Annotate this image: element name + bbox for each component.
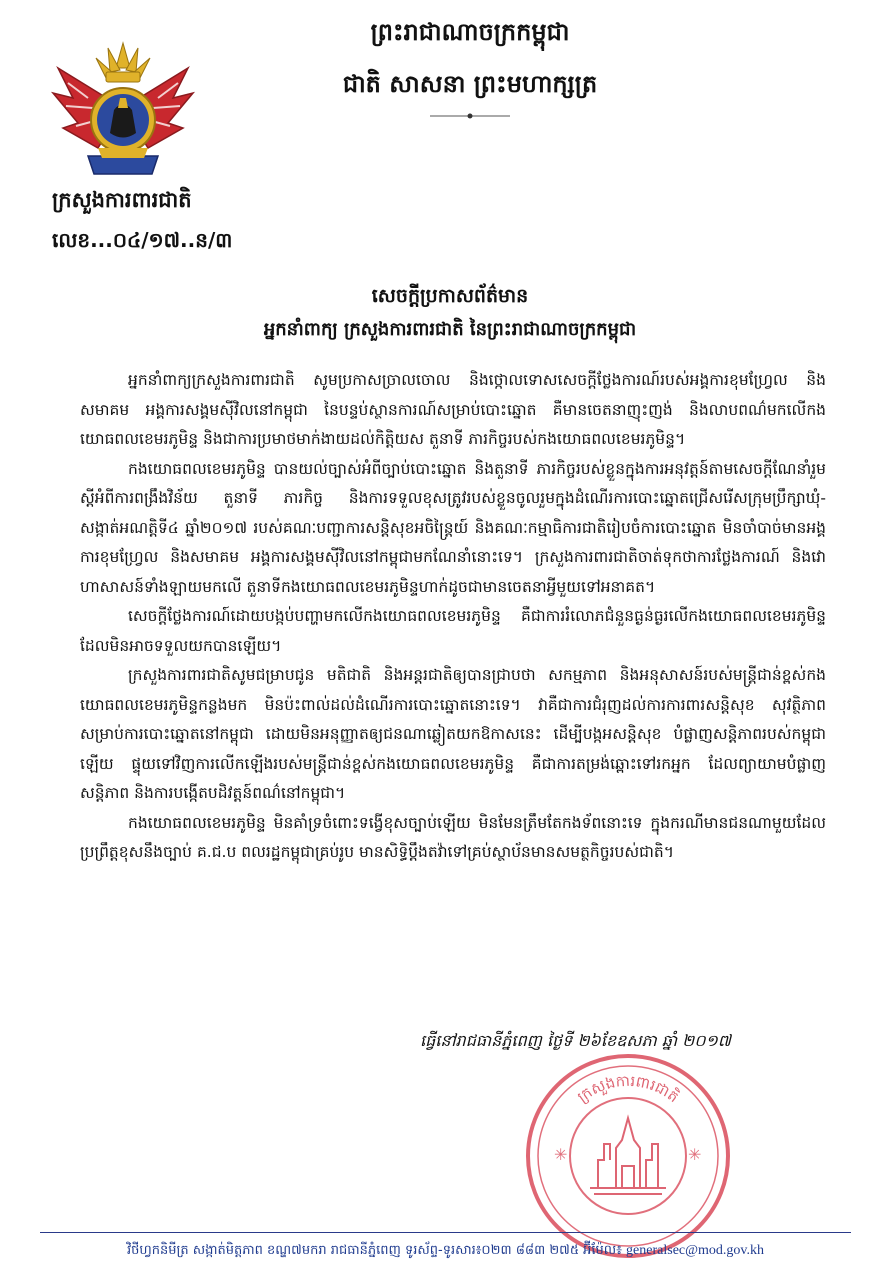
ministry-name: ក្រសួងការពារជាតិ (52, 188, 192, 212)
svg-text:✳: ✳ (554, 1145, 568, 1164)
footer-address: វិថីហ្វកនិមីត្រ សង្កាត់មិត្តភាព ខណ្ឌ៧មករា រាជធានីភ្នំពេញ ទូរស័ព្ទ-ទូរសារ៖០២៣ ៨៨៣ ២៧៥ អ៊ីម៉ែល៖ (127, 1243, 622, 1258)
footer-divider (40, 1232, 851, 1233)
body-paragraph: កងយោធពលខេមរភូមិន្ទ បានយល់ច្បាស់អំពីច្បាប់បោះឆ្នោត និងតួនាទី ភារកិច្ចរបស់ខ្លួនក្នុងការអនុវត្តន៍តាមសេចក្តីណែនាំរួមស្តីអំពីការពង្រឹងវិន័យ តួនាទី ភារកិច្ច និងការទទួលខុសត្រូវរបស់ខ្លួនចូលរួមក្នុងដំណើរការបោះឆ្នោតជ្រើសរើសក្រុមប្រឹក្សាឃុំ-សង្កាត់អណត្តិទី៤ ឆ្នាំ២០១៧ របស់គណៈបញ្ជាការសន្តិសុខអចិន្ត្រៃយ៍ និងគណៈកម្មាធិការជាតិរៀបចំការបោះឆ្នោត មិនចាំបាច់មានអង្គការខុមហ្វ្រែល និងសមាគម អង្គការសង្គមស៊ីវិលនៅកម្ពុជាមកណែនាំនោះទេ។ ក្រសួងការពារជាតិចាត់ទុកថាការថ្លែងការណ៍ និងវោហាសាសន៍ទាំងឡាយមកលើ តួនាទីកងយោធពលខេមរភូមិន្ទហាក់ដូចជាមានចេតនាអ្វីមួយទៅអនាគត។ (80, 459, 826, 596)
body-paragraph: សេចក្តីថ្លែងការណ៍ដោយបង្កប់បញ្ហាមកលើកងយោធពលខេមរភូមិន្ទ គឺជាការរំលោភជំនួនធ្ងន់ធ្ងរលើកងយោធពលខេមរភូមិន្ទ ដែលមិនអាចទទួលយកបានឡើយ។ (80, 607, 826, 655)
ministry-emblem-icon (48, 38, 198, 188)
body-paragraph: កងយោធពលខេមរភូមិន្ទ មិនគាំទ្រចំពោះទង្វើខុសច្បាប់ឡើយ មិនមែនត្រឹមតែកងទ័ពនោះទេ ក្នុងករណីមានជនណាមួយដែលប្រព្រឹត្តខុសនឹងច្បាប់ គ.ជ.ប ពលរដ្ឋកម្ពុជាគ្រប់រូប មានសិទ្ធិប្តឹងតវ៉ាទៅគ្រប់ស្ថាប័នមានសមត្ថកិច្ចរបស់ជាតិ។ (80, 813, 826, 861)
document-body (80, 366, 826, 868)
body-paragraph: អ្នកនាំពាក្យក្រសួងការពារជាតិ សូមប្រកាសច្រាលចោល និងថ្កោលទោសសេចក្តីថ្លែងការណ៍របស់អង្គការខុមហ្វ្រែល និងសមាគម អង្គការសង្គមស៊ីវិលនៅកម្ពុជា នៃបន្ទប់ស្ថានការណ៍សម្រាប់បោះឆ្នោត គឺមានចេតនាញុះញង់ និងលាបពណ៌មកលើកងយោធពលខេមរភូមិន្ទ និងជាការប្រមាថមាក់ងាយដល់កិត្តិយស តួនាទី ភារកិច្ចរបស់កងយោធពលខេមរភូមិន្ទ។ (80, 371, 826, 448)
reference-number: លេខ...០៤/១៧..ន/៣ (52, 228, 233, 252)
footer-contact (40, 1238, 851, 1264)
national-motto: ជាតិ សាសនា ព្រះមហាក្សត្រ (342, 70, 598, 98)
document-subtitle: អ្នកនាំពាក្យ ក្រសួងការពារជាតិ នៃព្រះរាជាណាចក្រកម្ពុជា (263, 319, 637, 340)
kingdom-heading: ព្រះរាជាណាចក្រកម្ពុជា (370, 18, 570, 46)
ornament-divider-icon (430, 113, 510, 119)
place-and-date: ធ្វើនៅរាជធានីភ្នំពេញ ថ្ងៃទី ២៦ខែឧសភា ឆ្នាំ ២០១៧ (420, 1031, 731, 1050)
svg-text:ក្រសួងការពារជាតិ (574, 1072, 683, 1106)
footer-email[interactable]: generalsec@mod.gov.kh (626, 1243, 764, 1258)
body-paragraph: ក្រសួងការពារជាតិសូមជម្រាបជូន មតិជាតិ និងអន្តរជាតិឲ្យបានជ្រាបថា សកម្មភាព និងអនុសាសន៍របស់មន្ត្រីជាន់ខ្ពស់កងយោធពលខេមរភូមិន្ទកន្លងមក មិនប៉ះពាល់ដល់ដំណើរការបោះឆ្នោតនោះទេ។ វាគឺជាការជំរុញដល់ការការពារសន្តិសុខ សុវត្ថិភាព សម្រាប់ការបោះឆ្នោតនៅកម្ពុជា ដោយមិនអនុញ្ញាតឲ្យជនណាឆ្លៀតយកឱកាសនេះ ដើម្បីបង្កអសន្តិសុខ បំផ្លាញសន្តិភាពរបស់កម្ពុជាឡើយ ផ្ទុយទៅវិញការលើកឡើងរបស់មន្ត្រីជាន់ខ្ពស់កងយោធពលខេមរភូមិន្ទ គឺជាការតម្រង់ឆ្ពោះទៅរកអ្នក ដែលព្យាយាមបំផ្លាញសន្តិភាព និងការបង្កើតបដិវត្តន៍ពណ៌នៅកម្ពុជា។ (80, 666, 826, 802)
seal-text: ក្រសួងការពារជាតិ (573, 1071, 683, 1107)
svg-text:✳: ✳ (688, 1145, 702, 1164)
document-title: សេចក្តីប្រកាសព័ត៌មាន (371, 285, 529, 307)
